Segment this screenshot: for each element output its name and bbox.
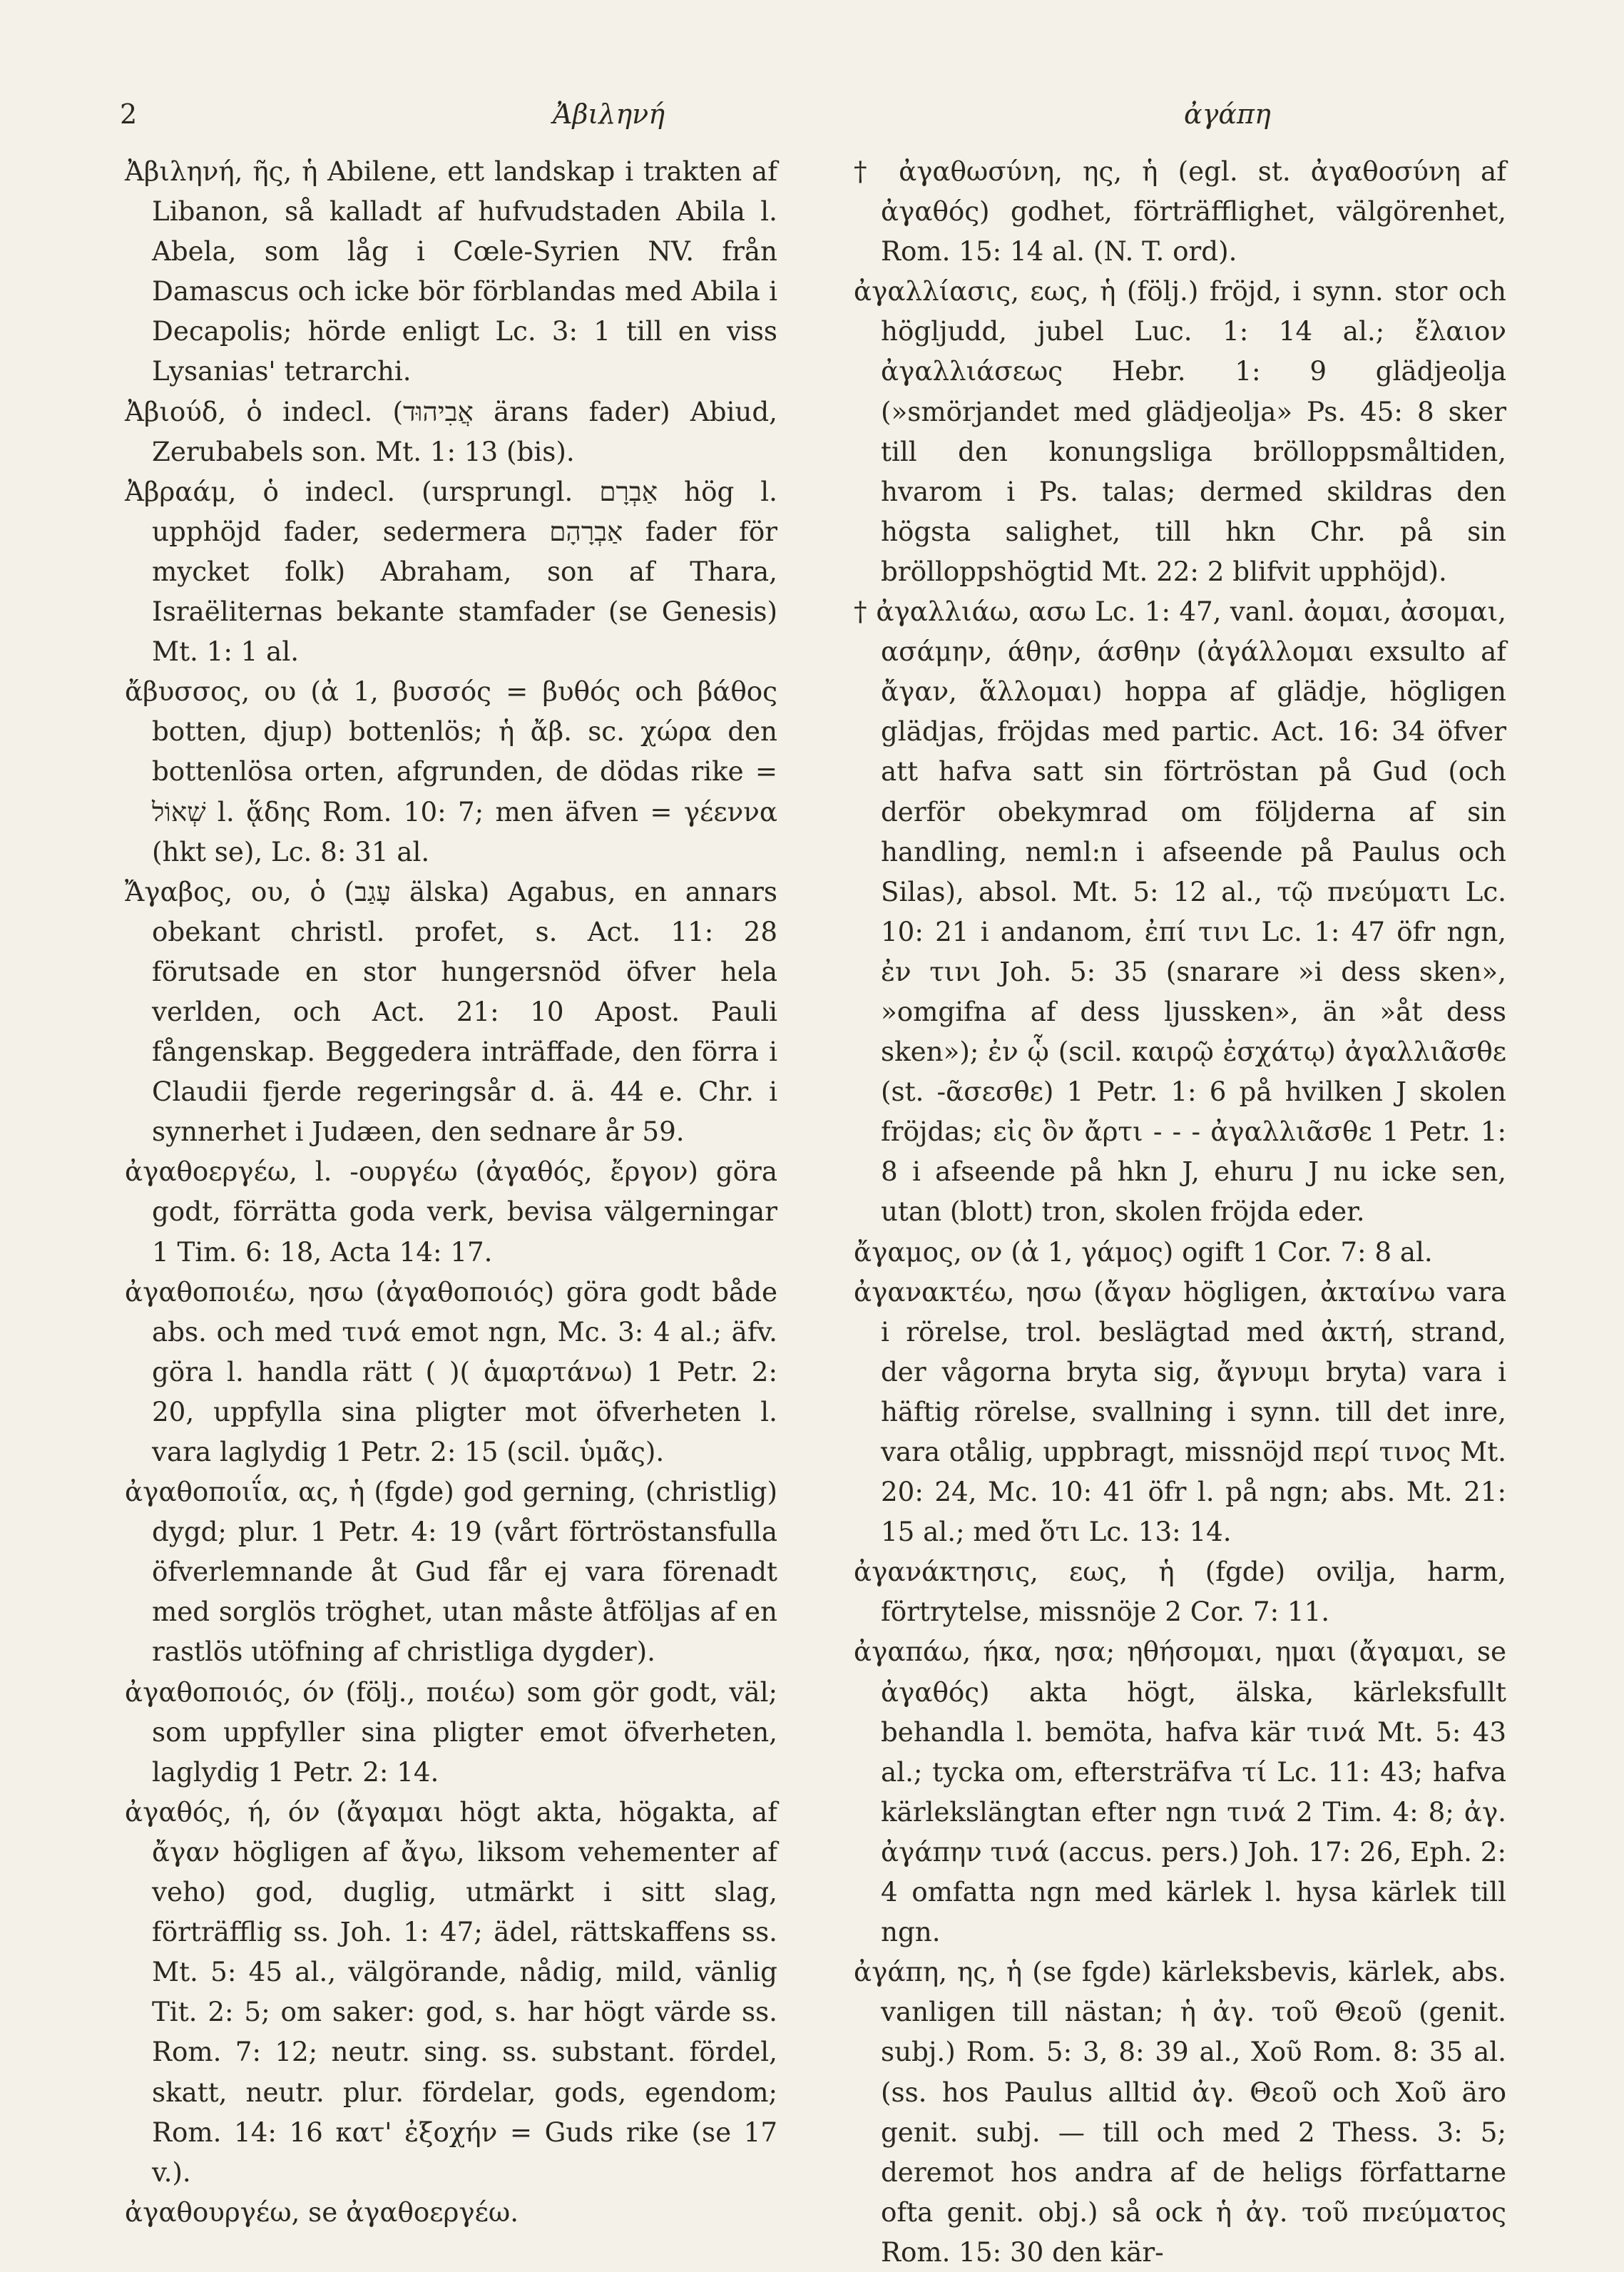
dictionary-entry: Ἀβιληνή, ῆς, ἡ Abilene, ett landskap i trakten af Libanon, så kalladt af hufvudstaden Abila l. Abela, som låg i Cœle-Syrien NV. från Damascus och icke bör förblandas med Abila i Decapolis; hörde enligt Lc. 3: 1 till en viss Lysanias' tetrarchi.: [125, 156, 777, 387]
dictionary-entry: Ἀβιούδ, ὁ indecl. (אֲבִיהוּד ärans fader) Abiud, Zerubabels son. Mt. 1: 13 (bis).: [125, 395, 778, 467]
dictionary-entry: Ἄγαβος, ου, ὁ (עָגַב älska) Agabus, en annars obekant christl. profet, s. Act. 11: 28 förutsade en stor hungersnöd öfver hela verlden, och Act. 21: 10 Apost. Pauli fångenskap. Beggedera inträffade, den förra i Claudii fjerde regeringsår d. ä. 44 e. Chr. i synnerhet i Judæen, den sednare år 59.: [125, 875, 777, 1148]
dictionary-entry: Ἀβραάμ, ὁ indecl. (ursprungl. אַבְרָם hög l. upphöjd fader, sedermera אַבְרָהָם fader för mycket folk) Abraham, son af Thara, Israëliternas bekante stamfader (se Genesis) Mt. 1: 1 al.: [125, 475, 777, 668]
dictionary-entry: † ἀγαθωσύνη, ης, ἡ (egl. st. ἀγαθοσύνη af ἀγαθός) godhet, förträfflighet, välgörenhet, Rom. 15: 14 al. (N. T. ord).: [854, 156, 1506, 268]
dictionary-entry: ἀγανακτέω, ησω (ἄγαν högligen, ἀκταίνω vara i rörelse, trol. beslägtad med ἀκτή, strand, der vågorna bryta sig, ἄγνυμι bryta) vara i häftig rörelse, svallning i synn. till det inre, vara otålig, uppbragt, missnöjd περί τινος Mt. 20: 24, Mc. 10: 41 öfr l. på ngn; abs. Mt. 21: 15 al.; med ὅτι Lc. 13: 14.: [854, 1275, 1506, 1548]
dictionary-entry: ἀγαθοποιός, όν (följ., ποιέω) som gör godt, väl; som uppfyller sina pligter emot öfverheten, laglydig 1 Petr. 2: 14.: [125, 1676, 777, 1788]
page-number: 2: [120, 98, 138, 130]
dictionary-entry: ἄγαμος, ον (ἀ 1, γάμος) ogift 1 Cor. 7: 8 al.: [854, 1236, 1433, 1268]
right-column: [854, 151, 1506, 2268]
dictionary-entry: ἀγανάκτησις, εως, ἡ (fgde) ovilja, harm, förtrytelse, missnöje 2 Cor. 7: 11.: [854, 1556, 1506, 1628]
dictionary-entry: ἀγαπάω, ήκα, ησα; ηθήσομαι, ημαι (ἄγαμαι, se ἀγαθός) akta högt, älska, kärleksfullt behandla l. bemöta, hafva kär τινά Mt. 5: 43 al.; tycka om, eftersträfva τί Lc. 11: 43; hafva kärlekslängtan efter ngn τινά 2 Tim. 4: 8; ἀγ. ἀγάπην τινά (accus. pers.) Joh. 17: 26, Eph. 2: 4 omfatta ngn med kärlek l. hysa kärlek till ngn.: [854, 1636, 1506, 1948]
dictionary-entry: ἀγαθοποιΐα, ας, ἡ (fgde) god gerning, (christlig) dygd; plur. 1 Petr. 4: 19 (vårt förtröstansfulla öfverlemnande åt Gud får ej vara förenadt med sorglös tröghet, utan måste åtföljas af en rastlös utöfning af christliga dygder).: [125, 1476, 777, 1668]
running-head-right: ἀγάπη: [1184, 98, 1271, 130]
left-column: [125, 151, 777, 2248]
dictionary-entry: ἀγαλλίασις, εως, ἡ (följ.) fröjd, i synn. stor och högljudd, jubel Luc. 1: 14 al.; ἔλαιον ἀγαλλιάσεως Hebr. 1: 9 glädjeolja (»smörjandet med glädjeolja» Ps. 45: 8 sker till den konungsliga brölloppsmåltiden, hvarom i Ps. talas; dermed skildras den högsta salighet, till hkn Chr. på sin brölloppshögtid Mt. 22: 2 blifvit upphöjd).: [854, 275, 1506, 587]
dictionary-entry: † ἀγαλλιάω, ασω Lc. 1: 47, vanl. ἀομαι, ἀσομαι, ασάμην, άθην, άσθην (ἀγάλλομαι exsulto af ἄγαν, ἅλλομαι) hoppa af glädje, högligen glädjas, fröjdas med partic. Act. 16: 34 öfver att hafva satt sin förtröstan på Gud (och derför obekymrad om följderna af sin handling, neml:n i afseende på Paulus och Silas), absol. Mt. 5: 12 al., τῷ πνεύματι Lc. 10: 21 i andanom, ἐπί τινι Lc. 1: 47 öfr ngn, ἐν τινι Joh. 5: 35 (snarare »i dess sken», »omgifna af dess ljussken», än »åt dess sken»); ἐν ᾧ (scil. καιρῷ ἐσχάτῳ) ἀγαλλιᾶσθε (st. -ᾶσεσθε) 1 Petr. 1: 6 på hvilken J skolen fröjdas; εἰς ὃν ἄρτι - - - ἀγαλλιᾶσθε 1 Petr. 1: 8 i afseende på hkn J, ehuru J nu icke sen, utan (blott) tron, skolen fröjda eder.: [854, 596, 1506, 1228]
dictionary-entry: ἄβυσσος, ου (ἀ 1, βυσσός = βυθός och βάθος botten, djup) bottenlös; ἡ ἄβ. sc. χώρα den bottenlösa orten, afgrunden, de dödas rike = שְׁאוֹל l. ᾅδης Rom. 10: 7; men äfven = γέεννα (hkt se), Lc. 8: 31 al.: [125, 676, 777, 867]
dictionary-entry: ἀγαθοποιέω, ησω (ἀγαθοποιός) göra godt både abs. och med τινά emot ngn, Mc. 3: 4 al.; äfv. göra l. handla rätt ( )( ἁμαρτάνω) 1 Petr. 2: 20, uppfylla sina pligter mot öfverheten l. vara laglydig 1 Petr. 2: 15 (scil. ὑμᾶς).: [125, 1275, 777, 1467]
dictionary-entry: ἀγαθός, ή, όν (ἄγαμαι högt akta, högakta, af ἄγαν högligen af ἄγω, liksom vehementer af veho) god, duglig, utmärkt i sitt slag, förträfflig ss. Joh. 1: 47; ädel, rättskaffens ss. Mt. 5: 45 al., välgörande, nådig, mild, vänlig Tit. 2: 5; om saker: god, s. har högt värde ss. Rom. 7: 12; neutr. sing. ss. substant. fördel, skatt, neutr. plur. fördelar, gods, egendom; Rom. 14: 16 κατ' ἐξοχήν = Guds rike (se 17 v.).: [125, 1795, 777, 2188]
dictionary-entry: ἀγαθουργέω, se ἀγαθοεργέω.: [125, 2196, 519, 2228]
running-header: [107, 98, 1505, 134]
dictionary-entry: ἀγαθοεργέω, l. -ουργέω (ἀγαθός, ἔργον) göra godt, förrätta goda verk, bevisa välgerningar 1 Tim. 6: 18, Acta 14: 17.: [125, 1156, 777, 1268]
dictionary-entry: ἀγάπη, ης, ἡ (se fgde) kärleksbevis, kärlek, abs. vanligen till nästan; ἡ ἀγ. τοῦ Θεοῦ (genit. subj.) Rom. 5: 3, 8: 39 al., Χοῦ Rom. 8: 35 al. (ss. hos Paulus alltid ἀγ. Θεοῦ och Χοῦ äro genit. subj. — till och med 2 Thess. 3: 5; deremot hos andra af de heligs författarne ofta genit. obj.) så ock ἡ ἀγ. τοῦ πνεύματος Rom. 15: 30 den kär-: [854, 1956, 1506, 2268]
running-head-left: Ἀβιληνή: [553, 98, 665, 130]
